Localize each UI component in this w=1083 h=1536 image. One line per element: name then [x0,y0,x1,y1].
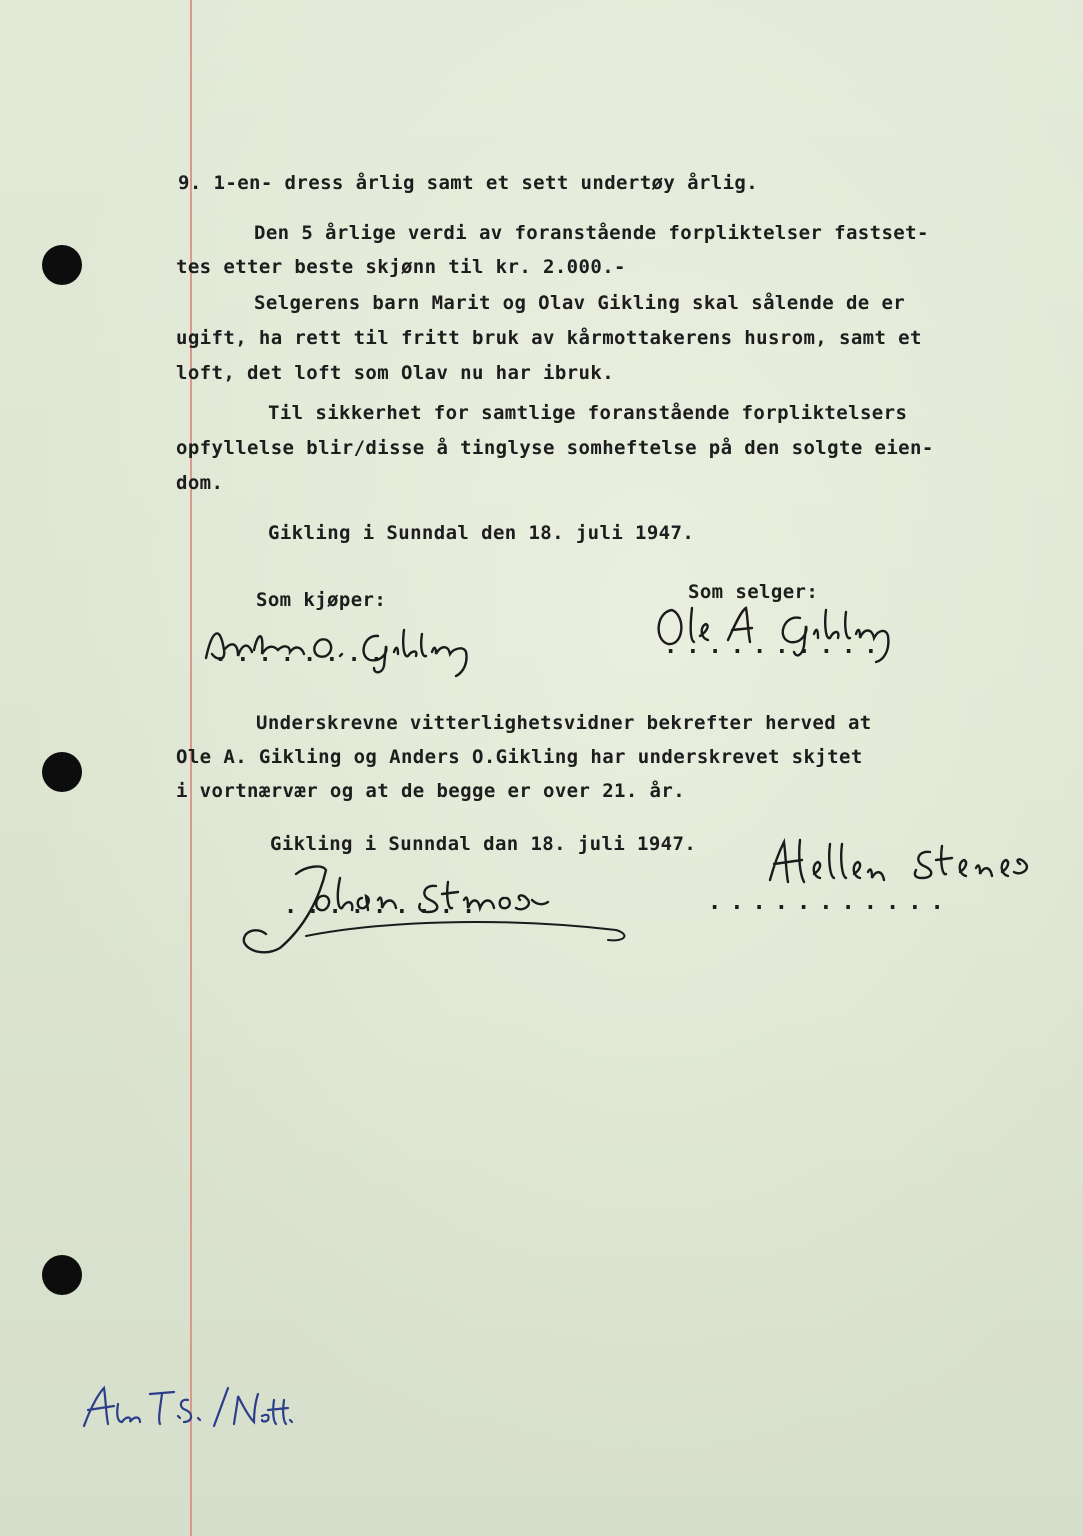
seller-signature-dotted-line: .......... [664,634,887,659]
value-paragraph-line-1: Den 5 årlige verdi av foranstående forpliktelser fastset- [254,222,929,244]
children-paragraph-line-2: ugift, ha rett til fritt bruk av kårmottakerens husrom, samt et [176,327,922,349]
punch-hole-bottom [42,1255,82,1295]
security-paragraph-line-1: Til sikkerhet for samtlige foranstående forpliktelsers [268,402,908,424]
place-date-line-1: Gikling i Sunndal den 18. juli 1947. [268,522,695,544]
item-9-line: 9. 1-en- dress årlig samt et sett undertøy årlig. [178,172,759,194]
witness-signature-2 [758,828,1078,898]
witness-paragraph-line-3: i vortnærvær og at de begge er over 21. år. [176,780,686,802]
witness-paragraph-line-1: Underskrevne vitterlighetsvidner bekrefter herved at [256,712,872,734]
margin-note [78,1380,298,1444]
margin-line [190,0,192,1536]
place-date-line-2: Gikling i Sunndal dan 18. juli 1947. [270,833,697,855]
security-paragraph-line-2: opfyllelse blir/disse å tinglyse somheftelse på den solgte eien- [176,437,934,459]
witness-signature-1-dotted-line: ......... [284,894,485,919]
children-paragraph-line-1: Selgerens barn Marit og Olav Gikling skal sålende de er [254,292,906,314]
buyer-label: Som kjøper: [256,589,387,611]
punch-hole-top [42,245,82,285]
seller-label: Som selger: [688,581,819,603]
buyer-signature-dotted-line: ........ [214,642,392,667]
security-paragraph-line-3: dom. [176,472,224,494]
value-paragraph-line-2: tes etter beste skjønn til kr. 2.000.- [176,256,626,278]
children-paragraph-line-3: loft, det loft som Olav nu har ibruk. [176,362,615,384]
punch-hole-middle [42,752,82,792]
witness-signature-2-dotted-line: ........... [708,890,953,915]
witness-paragraph-line-2: Ole A. Gikling og Anders O.Gikling har underskrevet skjtet [176,746,863,768]
